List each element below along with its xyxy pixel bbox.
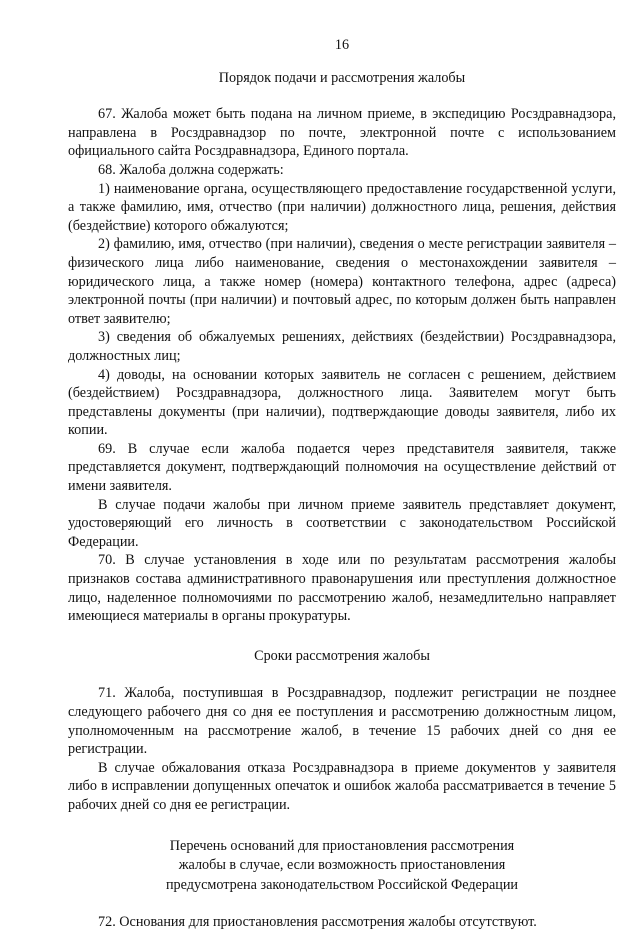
page-number: 16 [334, 37, 350, 53]
paragraph-71: 71. Жалоба, поступившая в Росздравнадзор, подлежит регистрации не позднее следующего рабочего дня со дня ее поступления и рассмотрению должностным лицом, уполномоченным на рассмотрение жалоб, в течение 15 рабочих дней со дня ее регистрации. [68, 685, 616, 758]
section-title-line: предусмотрена законодательством Российской Федерации [165, 876, 519, 893]
paragraph-68-item-4: 4) доводы, на основании которых заявитель не согласен с решением, действием (бездействием) Росздравнадзора, должностного лица. Заявителем могут быть представлены документы (при наличии), подтверждающие доводы заявителя, либо их копии. [68, 366, 616, 439]
paragraph-70: 70. В случае установления в ходе или по результатам рассмотрения жалобы признаков состава административного правонарушения или преступления должностное лицо, наделенное полномочиями по рассмотрению жалоб, незамедлительно направляет имеющиеся материалы в органы прокуратуры. [68, 552, 616, 625]
paragraph-69: 69. В случае если жалоба подается через представителя заявителя, также представляется документ, подтверждающий полномочия на осуществление действий от имени заявителя. [68, 440, 616, 495]
paragraph-72: 72. Основания для приостановления рассмотрения жалобы отсутствуют. [98, 914, 537, 931]
paragraph-71-continued: В случае обжалования отказа Росздравнадзора в приеме документов у заявителя либо в исправлении допущенных опечаток и ошибок жалоба рассматривается в течение 5 рабочих дней со дня ее регистрации. [68, 759, 616, 813]
paragraph-68-item-1: 1) наименование органа, осуществляющего предоставление государственной услуги, а также фамилию, имя, отчество (при наличии) должностного лица, решения, действия (бездействие) которого обжалуются; [68, 180, 616, 234]
document-page [68, 36, 616, 932]
paragraph-69-continued: В случае подачи жалобы при личном приеме заявитель представляет документ, удостоверяющий его личность в соответствии с законодательством Российской Федерации. [68, 496, 616, 550]
section-title: Сроки рассмотрения жалобы [254, 647, 430, 664]
paragraph-68-item-3: 3) сведения об обжалуемых решениях, действиях (бездействии) Росздравнадзора, должностных лиц; [68, 329, 616, 364]
section-title-line: жалобы в случае, если возможность приостановления [178, 857, 506, 874]
section-title: Порядок подачи и рассмотрения жалобы [218, 69, 466, 86]
paragraph-68: 68. Жалоба должна содержать: [98, 161, 284, 178]
section-review-terms [68, 647, 616, 815]
section-title [68, 837, 616, 896]
paragraph-68-item-2: 2) фамилию, имя, отчество (при наличии), сведения о месте регистрации заявителя – физического лица либо наименование, сведения о местонахождении заявителя – юридического лица, а также номер (номера) контактного телефона, адрес (адреса) электронной почты (при наличии) и почтовый адрес, по которым должен быть направлен ответ заявителю; [68, 236, 616, 327]
section-title-line: Перечень оснований для приостановления рассмотрения [169, 837, 515, 854]
paragraph-67: 67. Жалоба может быть подана на личном приеме, в экспедицию Росздравнадзора, направлена в Росздравнадзор по почте, электронной почте с использованием официального сайта Росздравнадзора, Единого портала. [68, 106, 616, 160]
section-complaint-procedure [68, 69, 616, 626]
section-suspension-grounds [68, 837, 616, 932]
